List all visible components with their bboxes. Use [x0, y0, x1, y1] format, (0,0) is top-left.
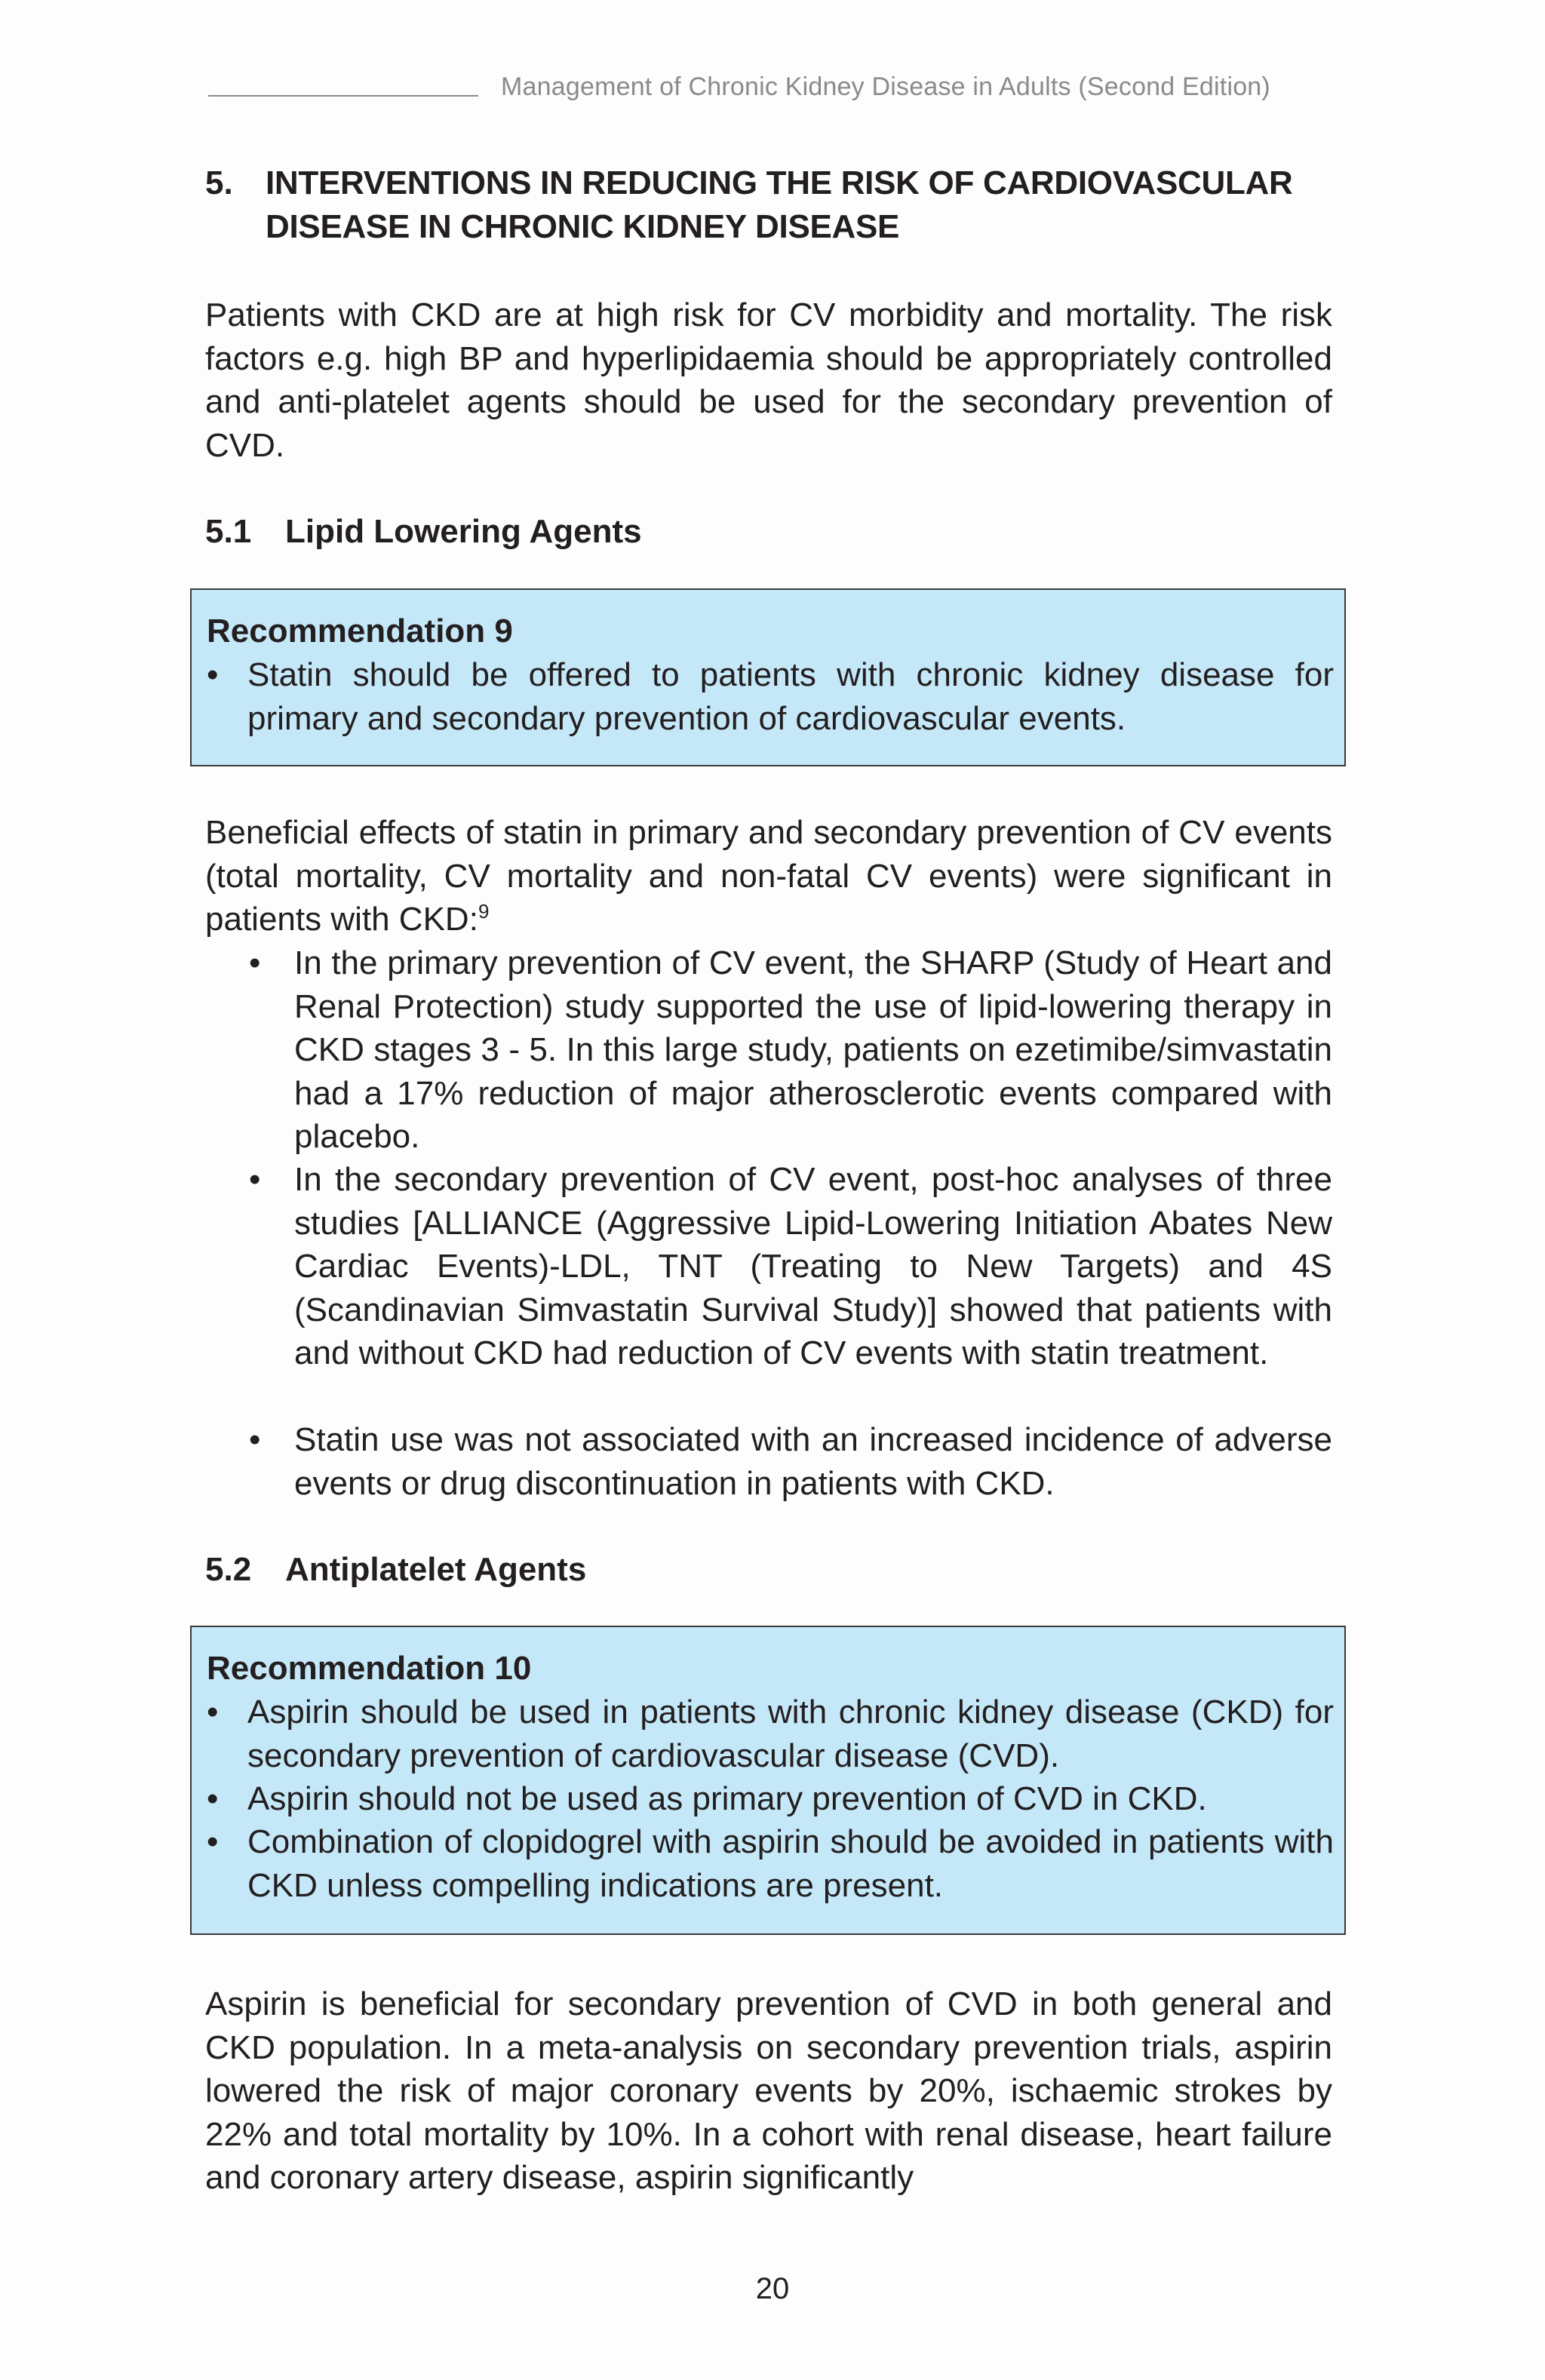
antiplatelet-body-text: Aspirin is beneficial for secondary prevention of CVD in both general and CKD population. In a meta-analysis on secondary prevention trials, aspirin lowered the risk of major coronary events by 20%, ischaemic strokes by 22% and total mortality by 10%. In a cohort with renal disease, heart failure and coronary artery disease, aspirin significantly — [205, 1985, 1332, 2196]
page-number: 20 — [755, 2272, 790, 2305]
section-title: INTERVENTIONS IN REDUCING THE RISK OF CARDIOVASCULAR DISEASE IN CHRONIC KIDNEY DISEASE — [266, 164, 1293, 245]
list-item: • Statin use was not associated with an increased incidence of adverse events or drug discontinuation in patients with CKD. — [249, 1418, 1332, 1505]
recommendation-title: Recommendation 10 — [207, 1650, 532, 1687]
subsection-number: 5.2 — [205, 1551, 252, 1588]
lipid-body-text: Beneficial effects of statin in primary and secondary prevention of CV events (total mortality, CV mortality and non-fatal CV events) were significant in patients with CKD:$^9$ — [205, 814, 1332, 938]
recommendation-item: • Statin should be offered to patients with chronic kidney disease for primary and secondary prevention of cardiovascular events. — [207, 653, 1334, 740]
recommendation-item: • Combination of clopidogrel with aspirin should be avoided in patients with CKD unless compelling indications are present. — [207, 1820, 1334, 1907]
list-item: • In the secondary prevention of CV event, post-hoc analyses of three studies [ALLIANCE (Aggressive Lipid-Lowering Initiation Abates New Cardiac Events)-LDL, TNT (Treating to New Targets) and 4S (Scandinavian Simvastatin Survival Study)] showed that patients with and without CKD had reduction of CV events with statin treatment. — [249, 1158, 1332, 1375]
bullet-glyph: • — [249, 1161, 261, 1198]
recommendation-title: Recommendation 9 — [207, 613, 513, 650]
section-number: 5. — [205, 164, 233, 201]
subsection-title: Lipid Lowering Agents — [285, 513, 642, 550]
subsection-heading-lipid — [205, 510, 642, 554]
subsection-title: Antiplatelet Agents — [285, 1551, 587, 1588]
subsection-heading-antiplatelet — [205, 1548, 586, 1592]
bullet-glyph: • — [207, 1694, 219, 1730]
section-intro: Patients with CKD are at high risk for CV morbidity and mortality. The risk factors e.g. high BP and hyperlipidaemia should be appropriately controlled and anti-platelet agents should be used for the secondary prevention of CVD. — [205, 296, 1332, 464]
running-header: Management of Chronic Kidney Disease in Adults (Second Edition) — [501, 72, 1270, 101]
list-item: • In the primary prevention of CV event, the SHARP (Study of Heart and Renal Protection) study supported the use of lipid-lowering therapy in CKD stages 3 - 5. In this large study, patients on ezetimibe/simvastatin had a 17% reduction of major atherosclerotic events compared with placebo. — [249, 941, 1332, 1159]
bullet-glyph: • — [207, 1823, 219, 1860]
recommendation-box-9 — [190, 588, 1346, 766]
bullet-glyph: • — [249, 944, 261, 981]
recommendation-box-10 — [190, 1626, 1346, 1935]
recommendation-item: • Aspirin should not be used as primary prevention of CVD in CKD. — [207, 1777, 1334, 1821]
bullet-glyph: • — [249, 1421, 261, 1458]
bullet-glyph: • — [207, 1780, 219, 1817]
reference-marker: 9 — [478, 900, 490, 923]
recommendation-item: • Aspirin should be used in patients with chronic kidney disease (CKD) for secondary prevention of cardiovascular disease (CVD). — [207, 1691, 1334, 1777]
subsection-number: 5.1 — [205, 513, 252, 550]
header-rule — [208, 95, 478, 97]
bullet-glyph: • — [207, 656, 219, 693]
